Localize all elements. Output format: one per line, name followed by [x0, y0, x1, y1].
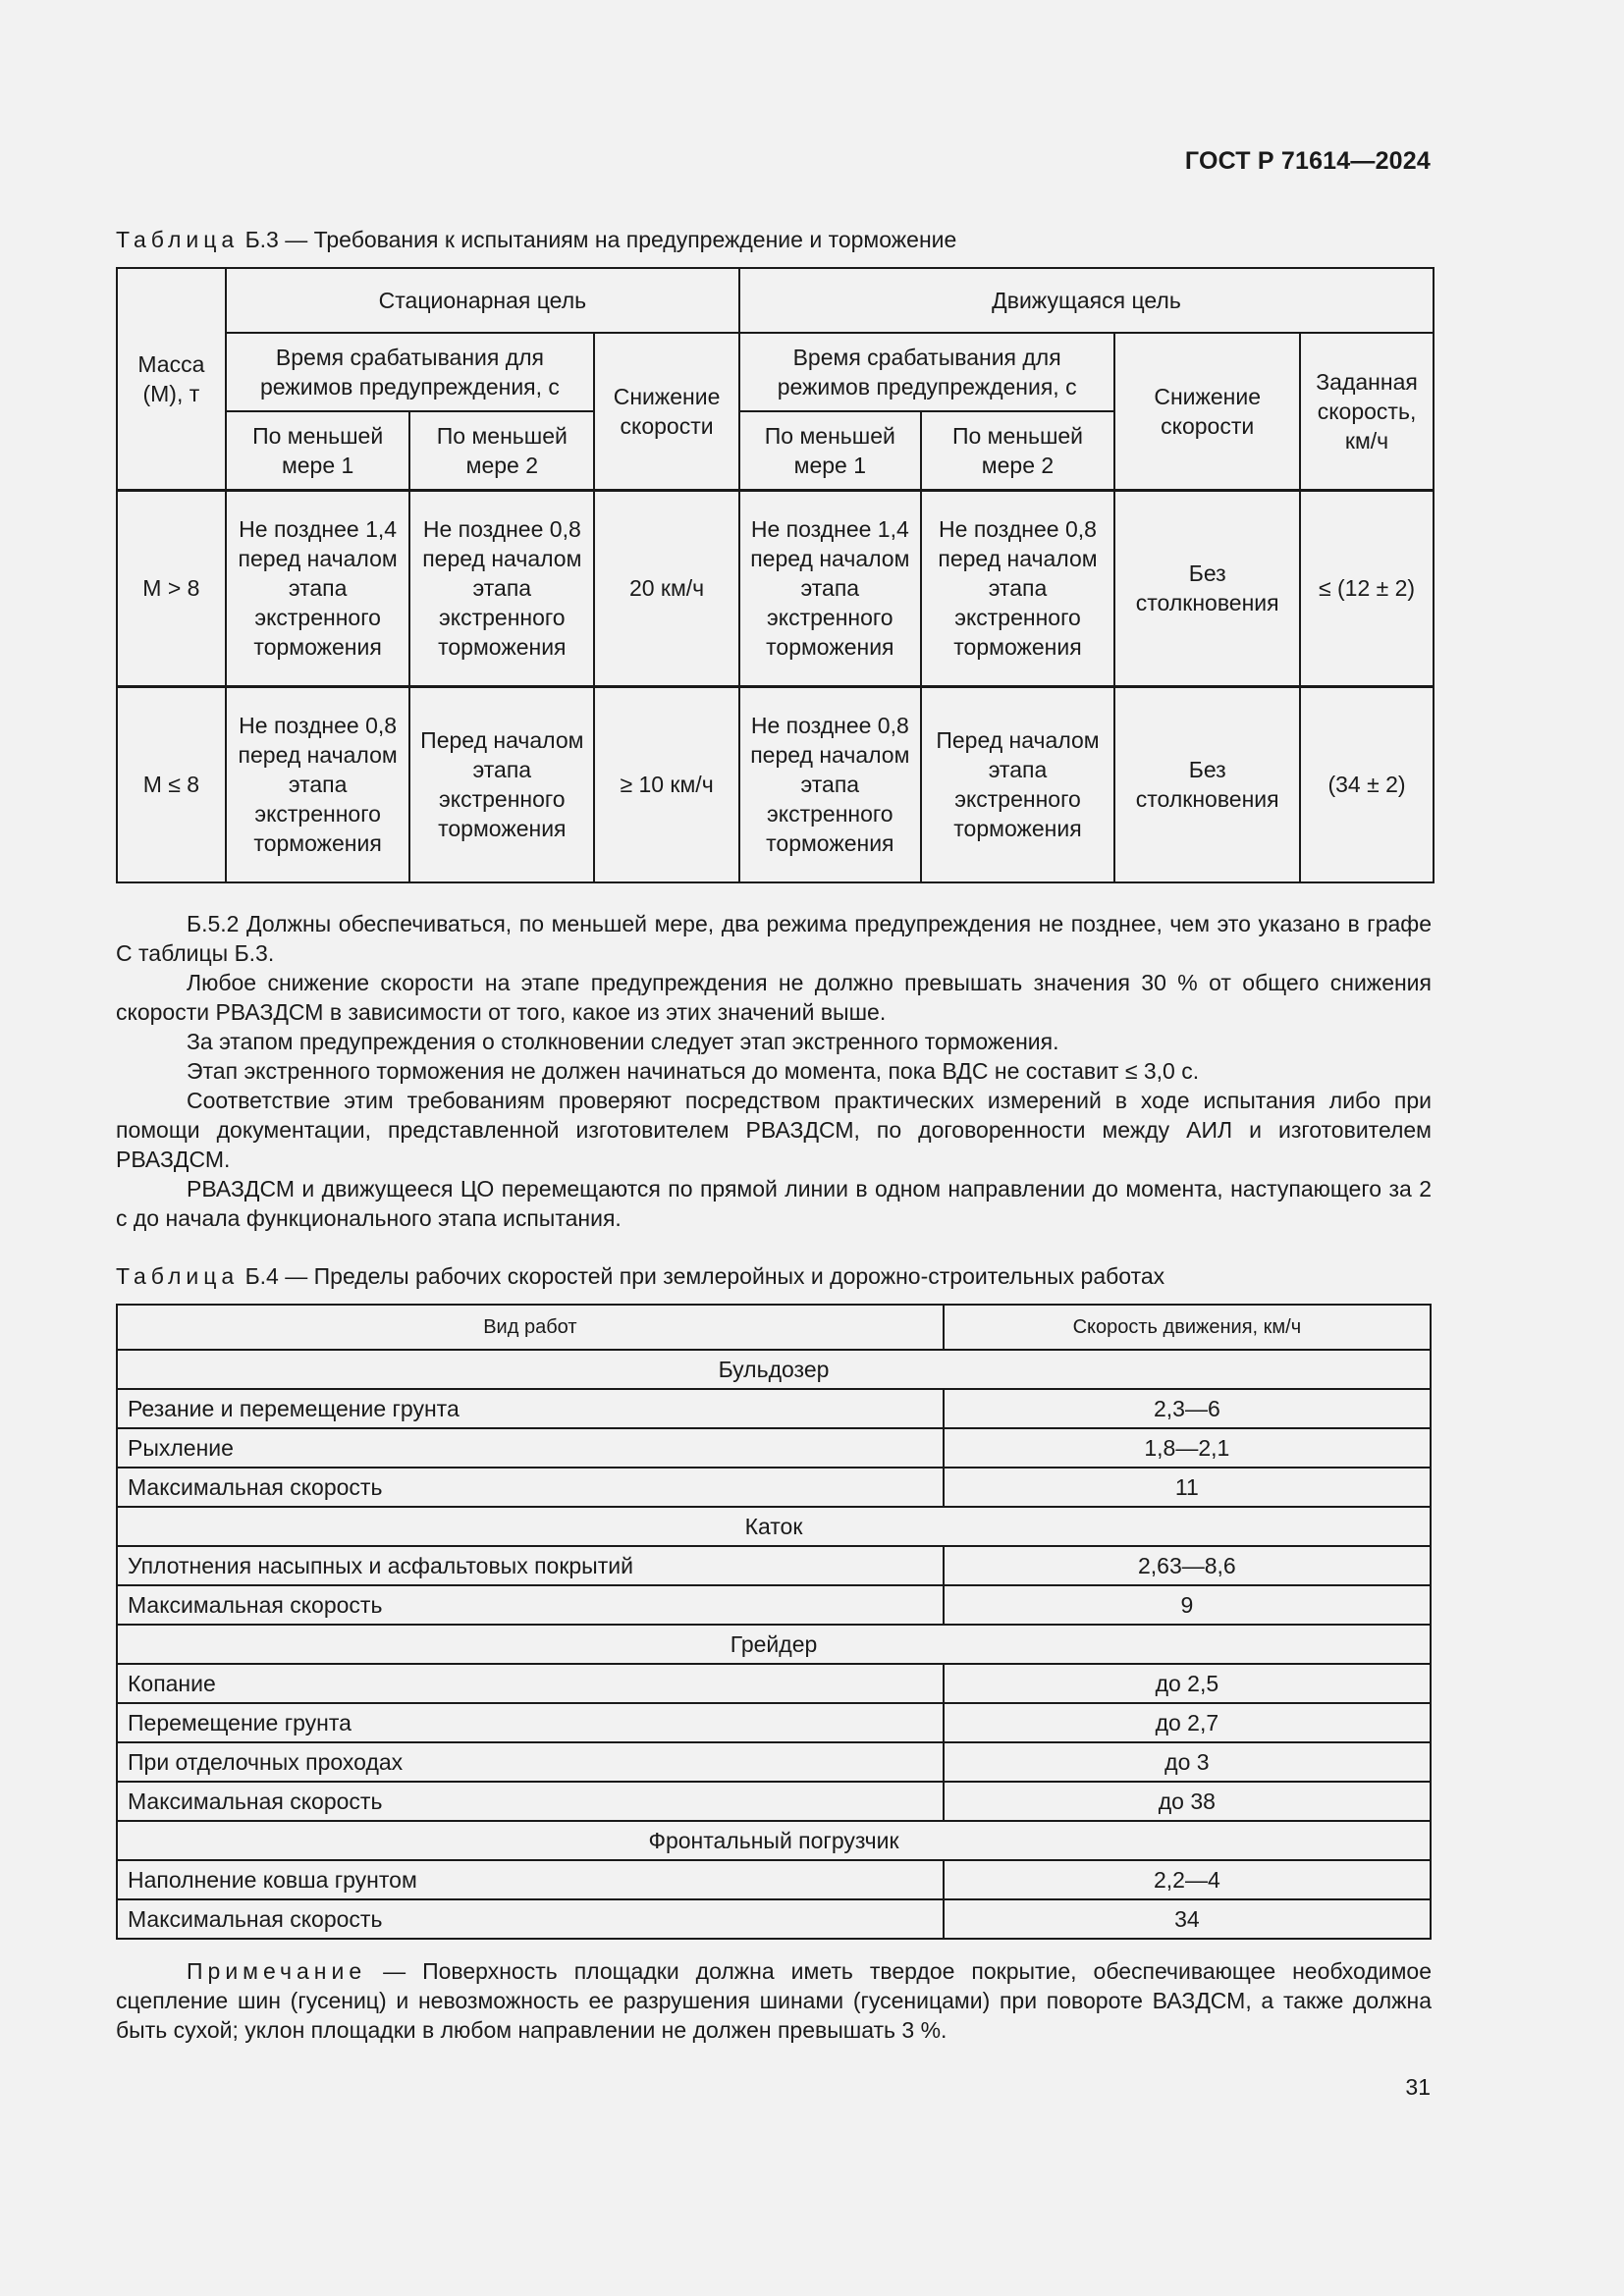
cell-st-1: Не позднее 0,8 перед началом этапа экстренного торможения	[226, 686, 410, 882]
table-row	[117, 1468, 1431, 1507]
table-row	[117, 1742, 1431, 1782]
table-row	[117, 1428, 1431, 1468]
note-text: — Поверхность площадки должна иметь твердое покрытие, обеспечивающее необходимое сцепление шин (гусениц) и невозможность ее разрушения шинами (гусеницами) при повороте ВАЗДСМ, а также должна быть сухой; уклон площадки в любом направлении не должен превышать 3 %.	[116, 1958, 1432, 2043]
group-roller: Каток	[117, 1507, 1431, 1546]
cell-mass: M > 8	[117, 490, 226, 686]
cell-st-2: Не позднее 0,8 перед началом этапа экстренного торможения	[409, 490, 594, 686]
document-code: ГОСТ Р 71614—2024	[1184, 147, 1431, 175]
cell-st-1: Не позднее 1,4 перед началом этапа экстренного торможения	[226, 490, 410, 686]
header-mass: Масса (М), т	[117, 268, 226, 490]
header-work-type: Вид работ	[117, 1305, 944, 1350]
cell-speed: до 3	[944, 1742, 1431, 1782]
table-b3-caption-text: Б.3 — Требования к испытаниям на предупреждение и торможение	[244, 227, 957, 252]
note-label: Примечание	[187, 1958, 367, 1984]
cell-speed: 11	[944, 1468, 1431, 1507]
cell-work: Максимальная скорость	[117, 1899, 944, 1939]
cell-work: Максимальная скорость	[117, 1782, 944, 1821]
cell-mv-reduction: Без столкновения	[1114, 686, 1300, 882]
cell-speed: до 38	[944, 1782, 1431, 1821]
header-mv-at-least-1: По меньшей мере 1	[739, 411, 921, 490]
header-moving-response-time: Время срабатывания для режимов предупреждения, с	[739, 333, 1114, 411]
header-moving-target: Движущаяся цель	[739, 268, 1434, 333]
paragraph: Этап экстренного торможения не должен начинаться до момента, пока ВДС не составит ≤ 3,0 с.	[187, 1058, 1200, 1084]
table-row	[117, 686, 1434, 882]
table-row	[117, 1899, 1431, 1939]
group-front-loader: Фронтальный погрузчик	[117, 1821, 1431, 1860]
cell-speed: 2,2—4	[944, 1860, 1431, 1899]
cell-speed: 9	[944, 1585, 1431, 1625]
paragraph: РВАЗДСМ и движущееся ЦО перемещаются по прямой линии в одном направлении до момента, наступающего за 2 с до начала функционального этапа испытания.	[116, 1176, 1432, 1231]
cell-st-reduction: ≥ 10 км/ч	[594, 686, 739, 882]
header-speed: Скорость движения, км/ч	[944, 1305, 1431, 1350]
cell-mass: M ≤ 8	[117, 686, 226, 882]
cell-work: Копание	[117, 1664, 944, 1703]
header-stationary-speed-reduction: Снижение скорости	[594, 333, 739, 490]
paragraph: Любое снижение скорости на этапе предупреждения не должно превышать значения 30 % от общего снижения скорости РВАЗДСМ в зависимости от того, какое из этих значений выше.	[116, 970, 1432, 1025]
table-row	[117, 1703, 1431, 1742]
cell-speed: (34 ± 2)	[1300, 686, 1434, 882]
cell-work: Резание и перемещение грунта	[117, 1389, 944, 1428]
cell-work: Уплотнения насыпных и асфальтовых покрытий	[117, 1546, 944, 1585]
cell-mv-1: Не позднее 1,4 перед началом этапа экстренного торможения	[739, 490, 921, 686]
paragraph: Б.5.2 Должны обеспечиваться, по меньшей мере, два режима предупреждения не позднее, чем это указано в графе С таблицы Б.3.	[116, 911, 1432, 966]
paragraph: За этапом предупреждения о столкновении следует этап экстренного торможения.	[187, 1029, 1059, 1054]
table-b4-caption-text: Б.4 — Пределы рабочих скоростей при землеройных и дорожно-строительных работах	[244, 1263, 1165, 1289]
cell-st-reduction: 20 км/ч	[594, 490, 739, 686]
cell-work: Максимальная скорость	[117, 1585, 944, 1625]
cell-work: Наполнение ковша грунтом	[117, 1860, 944, 1899]
cell-work: Рыхление	[117, 1428, 944, 1468]
group-bulldozer: Бульдозер	[117, 1350, 1431, 1389]
cell-speed: 2,63—8,6	[944, 1546, 1431, 1585]
cell-mv-reduction: Без столкновения	[1114, 490, 1300, 686]
cell-speed: до 2,5	[944, 1664, 1431, 1703]
cell-work: При отделочных проходах	[117, 1742, 944, 1782]
cell-mv-1: Не позднее 0,8 перед началом этапа экстренного торможения	[739, 686, 921, 882]
cell-speed: ≤ (12 ± 2)	[1300, 490, 1434, 686]
cell-speed: 2,3—6	[944, 1389, 1431, 1428]
header-stationary-target: Стационарная цель	[226, 268, 739, 333]
table-row	[117, 1860, 1431, 1899]
cell-work: Максимальная скорость	[117, 1468, 944, 1507]
table-b4-caption-word: Таблица	[116, 1263, 240, 1289]
table-b4-caption	[116, 1263, 1164, 1290]
table-b3-caption	[116, 227, 956, 253]
table-b3-caption-word: Таблица	[116, 227, 240, 252]
table-row	[117, 1585, 1431, 1625]
table-row	[117, 1389, 1431, 1428]
table-b3	[116, 267, 1435, 883]
header-stationary-response-time: Время срабатывания для режимов предупреждения, с	[226, 333, 594, 411]
group-grader: Грейдер	[117, 1625, 1431, 1664]
cell-speed: 1,8—2,1	[944, 1428, 1431, 1468]
header-set-speed: Заданная скорость, км/ч	[1300, 333, 1434, 490]
table-row	[117, 1546, 1431, 1585]
header-st-at-least-2: По меньшей мере 2	[409, 411, 594, 490]
page-number: 31	[1405, 2074, 1431, 2100]
note	[116, 1956, 1432, 2045]
table-row	[117, 1782, 1431, 1821]
header-mv-at-least-2: По меньшей мере 2	[921, 411, 1115, 490]
cell-speed: 34	[944, 1899, 1431, 1939]
cell-speed: до 2,7	[944, 1703, 1431, 1742]
cell-st-2: Перед началом этапа экстренного торможения	[409, 686, 594, 882]
table-row	[117, 1664, 1431, 1703]
body-text	[116, 909, 1432, 1233]
table-b4	[116, 1304, 1432, 1940]
table-row	[117, 490, 1434, 686]
cell-work: Перемещение грунта	[117, 1703, 944, 1742]
cell-mv-2: Не позднее 0,8 перед началом этапа экстренного торможения	[921, 490, 1115, 686]
header-moving-speed-reduction: Снижение скорости	[1114, 333, 1300, 490]
header-st-at-least-1: По меньшей мере 1	[226, 411, 410, 490]
cell-mv-2: Перед началом этапа экстренного торможения	[921, 686, 1115, 882]
paragraph: Соответствие этим требованиям проверяют посредством практических измерений в ходе испытания либо при помощи документации, представленной изготовителем РВАЗДСМ, по договоренности между АИЛ и изготовителем РВАЗДСМ.	[116, 1088, 1432, 1172]
